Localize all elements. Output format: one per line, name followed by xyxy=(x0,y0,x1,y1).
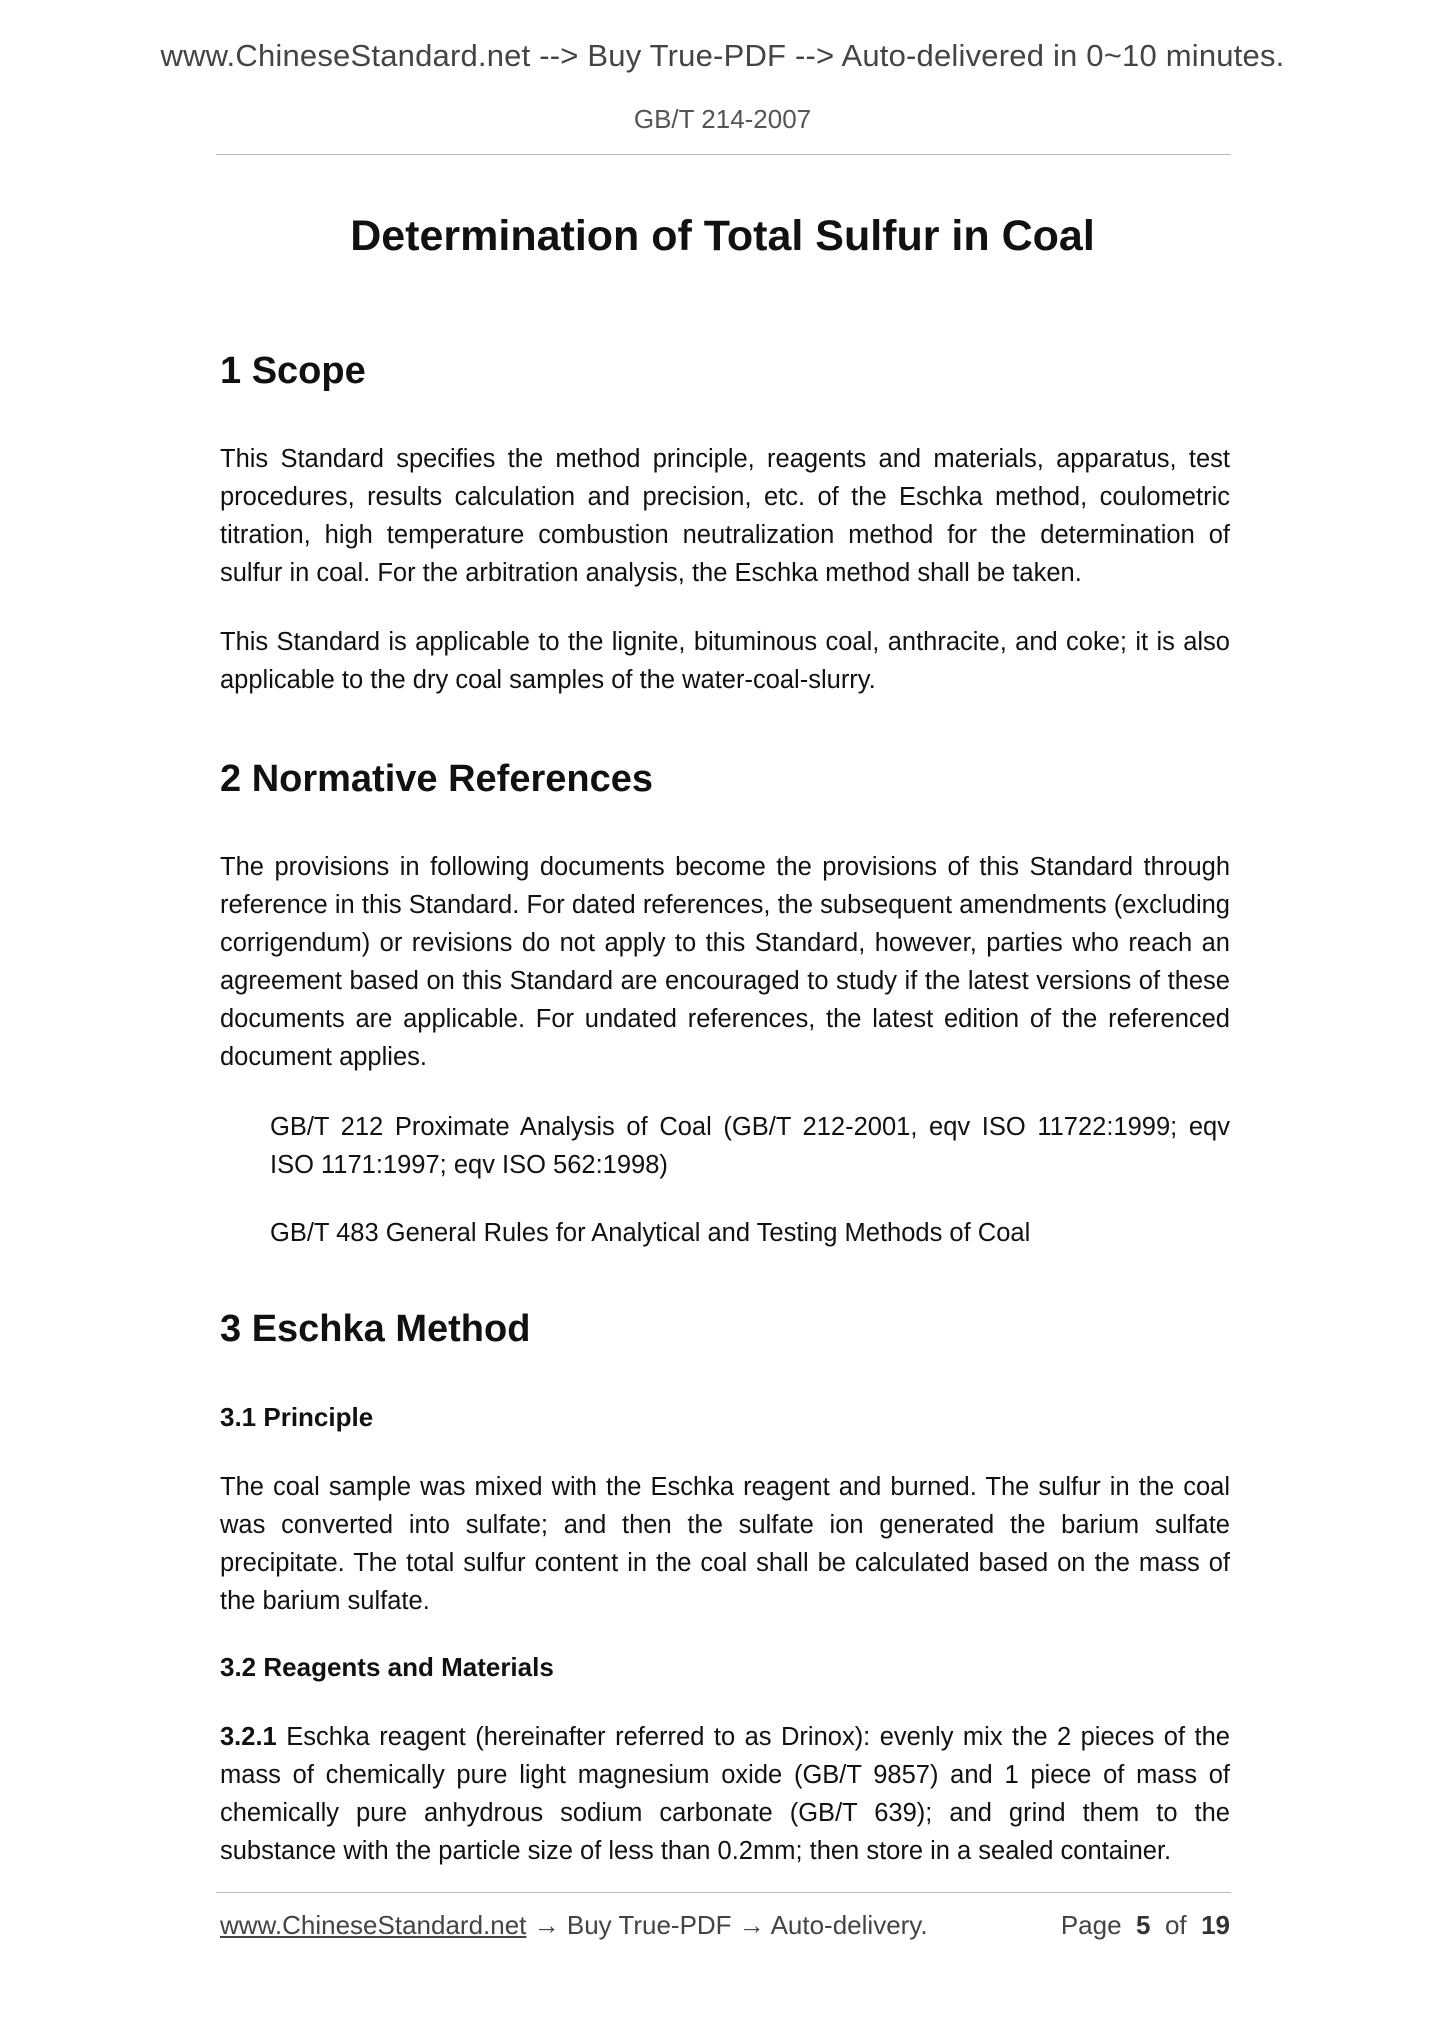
reference-item: GB/T 212 Proximate Analysis of Coal (GB/T 212-2001, eqv ISO 11722:1999; eqv ISO 1171:1997; eqv ISO 562:1998) xyxy=(270,1113,1230,1179)
footer-site-link[interactable]: www.ChineseStandard.net xyxy=(220,1910,527,1940)
page-label: Page xyxy=(1060,1910,1122,1940)
current-page-number: 5 xyxy=(1136,1910,1151,1940)
page-indicator xyxy=(1061,1910,1230,1941)
section-heading-scope: 1 Scope xyxy=(220,350,366,392)
footer-divider xyxy=(216,1892,1231,1893)
subsection-heading-principle: 3.1 Principle xyxy=(220,1402,374,1432)
scope-paragraph-2: This Standard is applicable to the lignite, bituminous coal, anthracite, and coke; it is also applicable to the dry coal samples of the water-coal-slurry. xyxy=(220,628,1230,694)
reagent-item-paragraph xyxy=(220,1718,1230,1870)
reference-item: GB/T 483 General Rules for Analytical and Testing Methods of Coal xyxy=(270,1219,1031,1247)
of-label: of xyxy=(1164,1910,1187,1940)
subsection-heading-reagents: 3.2 Reagents and Materials xyxy=(220,1652,554,1682)
footer-promo xyxy=(220,1910,928,1940)
site-banner: www.ChineseStandard.net --> Buy True-PDF --> Auto-delivered in 0~10 minutes. xyxy=(160,38,1285,73)
section-heading-normative-references: 2 Normative References xyxy=(220,758,653,800)
header-divider xyxy=(216,154,1231,155)
clause-number: 3.2.1 xyxy=(220,1723,277,1751)
section-heading-eschka-method: 3 Eschka Method xyxy=(220,1308,531,1350)
principle-paragraph: The coal sample was mixed with the Eschka reagent and burned. The sulfur in the coal was converted into sulfate; and then the sulfate ion generated the barium sulfate precipitate. The total sulfur content in the coal shall be calculated based on the mass of the barium sulfate. xyxy=(220,1473,1230,1615)
page-footer xyxy=(220,1910,1230,1941)
normative-paragraph: The provisions in following documents become the provisions of this Standard through reference in this Standard. For dated references, the subsequent amendments (excluding corrigendum) or revisions do not apply to this Standard, however, parties who reach an agreement based on this Standard are encouraged to study if the latest versions of these documents are applicable. For undated references, the latest edition of the referenced document applies. xyxy=(220,853,1230,1071)
clause-text: Eschka reagent (hereinafter referred to as Drinox): evenly mix the 2 pieces of the mass of chemically pure light magnesium oxide (GB/T 9857) and 1 piece of mass of chemically pure anhydrous sodium carbonate (GB/T 639); and grind them to the substance with the particle size of less than 0.2mm; then store in a sealed container. xyxy=(220,1723,1230,1865)
footer-promo-text: → Buy True-PDF → Auto-delivery. xyxy=(526,1910,928,1940)
standard-number: GB/T 214-2007 xyxy=(633,104,812,134)
scope-paragraph-1: This Standard specifies the method principle, reagents and materials, apparatus, test procedures, results calculation and precision, etc. of the Eschka method, coulometric titration, high temperature combustion neutralization method for the determination of sulfur in coal. For the arbitration analysis, the Eschka method shall be taken. xyxy=(220,445,1230,587)
total-pages-number: 19 xyxy=(1201,1910,1230,1940)
document-title: Determination of Total Sulfur in Coal xyxy=(350,212,1095,260)
